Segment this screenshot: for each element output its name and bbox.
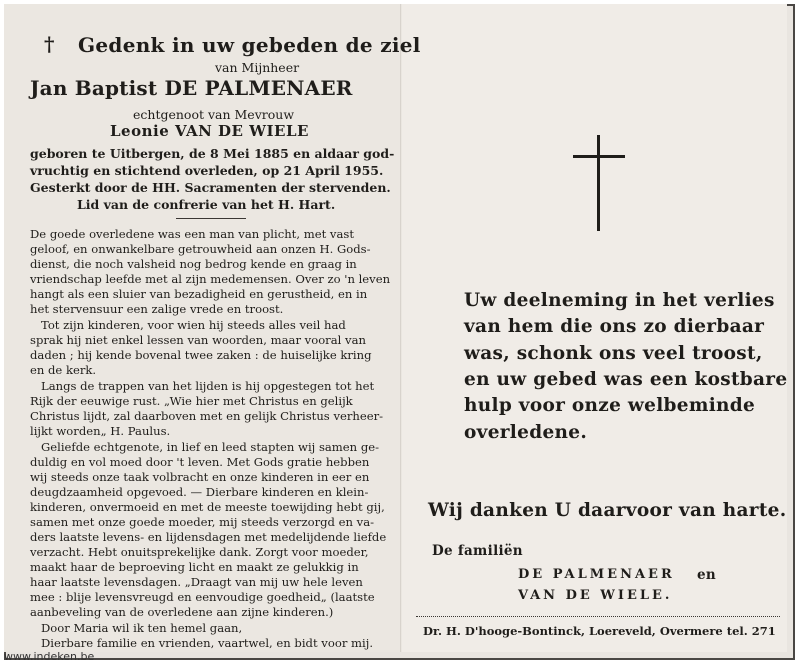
cross-symbol-icon: † [44,32,55,56]
families-label: De familiën [432,543,523,559]
body-line: verzacht. Hebt onuitsprekelijke dank. Zorgt voor moeder, [30,545,369,559]
body-line: Rijk der eeuwige rust. „Wie hier met Christus en gelijk [30,394,353,408]
thanks-line: Wij danken U daarvoor van harte. [428,500,787,521]
message-line: Uw deelneming in het verlies [464,290,775,311]
deceased-name: Jan Baptist DE PALMENAER [30,76,353,100]
body-line: Tot zijn kinderen, voor wien hij steeds alles veil had [41,318,346,332]
body-line: haar laatste levensdagen. „Draagt van mij uw hele leven [30,575,363,589]
message-line: was, schonk ons veel troost, [464,343,763,364]
family-suffix: en [697,567,717,583]
body-line: Christus lijdt, zal daarboven met en gelijk Christus verheer- [30,409,384,423]
body-line: vriendschap leefde met al zijn medemensen. Over zo 'n leven [30,272,391,286]
card-fold [400,4,402,652]
body-line: Door Maria wil ik ten hemel gaan, [41,621,243,635]
body-line: De goede overledene was een man van plicht, met vast [30,227,354,241]
message-line: van hem die ons zo dierbaar [464,316,765,337]
info-line: Lid van de confrerie van het H. Hart. [77,197,336,212]
body-line: aanbeveling van de overledene aan zijne kinderen.) [30,605,334,619]
body-line: en de kerk. [30,363,97,377]
printer-line: Dr. H. D'hooge-Bontinck, Loereveld, Overmere tel. 271 [423,624,776,638]
body-line: mee : blije levensvreugd en eenvoudige goedheid„ (laatste [30,590,375,604]
family-name-2: VAN DE WIELE. [518,588,673,603]
body-line: ders laatste levens- en lijdensdagen met medelijdende liefde [30,530,387,544]
body-line: geloof, en onwankelbare getrouwheid aan onzen H. Gods- [30,242,371,256]
body-line: hangt als een sluier van bezadigheid en gerustheid, en in [30,287,368,301]
info-line: vruchtig en stichtend overleden, op 21 April 1955. [30,163,384,178]
body-line: het stervensuur een zalige vrede en troost. [30,302,284,316]
body-line: lijkt worden„ H. Paulus. [30,424,171,438]
body-line: Langs de trappen van het lijden is hij opgestegen tot het [41,379,375,393]
message-line: overledene. [464,422,588,443]
cross-icon [597,135,600,231]
body-line: sprak hij niet enkel lessen van woorden, maar vooral van [30,333,366,347]
family-name-1: DE PALMENAER [518,567,675,582]
info-line: geboren te Uitbergen, de 8 Mei 1885 en aldaar god- [30,146,395,161]
body-line: Dierbare familie en vrienden, vaartwel, en bidt voor mij. [41,636,374,650]
message-line: en uw gebed was een kostbare [464,369,788,390]
body-line: dienst, die noch valsheid nog bedrog kende en graag in [30,257,357,271]
info-line: Gesterkt door de HH. Sacramenten der stervenden. [30,180,391,195]
spouse-name: Leonie VAN DE WIELE [110,122,309,140]
body-line: samen met onze goede moeder, mij steeds verzorgd en va- [30,515,375,529]
body-line: wij steeds onze taak volbracht en onze kinderen in eer en [30,470,370,484]
body-line: Geliefde echtgenote, in lief en leed stapten wij samen ge- [41,440,380,454]
divider [176,218,246,219]
watermark: www.indeken.be [4,650,95,663]
body-line: maakt haar de beproeving licht en maakt ze gelukkig in [30,560,359,574]
dotted-divider [416,616,780,617]
body-line: daden ; hij kende bovenal twee zaken : de huiselijke kring [30,348,372,362]
spouse-intro: echtgenoot van Mevrouw [133,107,295,122]
body-line: duldig en vol moed door 't leven. Met Gods gratie hebben [30,455,370,469]
message-line: hulp voor onze welbeminde [464,395,756,416]
van-mijnheer: van Mijnheer [215,60,300,75]
body-line: kinderen, onvermoeid en met de meeste toewijding hebt gij, [30,500,385,514]
body-line: deugdzaamheid opgevoed. — Dierbare kinderen en klein- [30,485,369,499]
heading: Gedenk in uw gebeden de ziel [78,33,421,57]
